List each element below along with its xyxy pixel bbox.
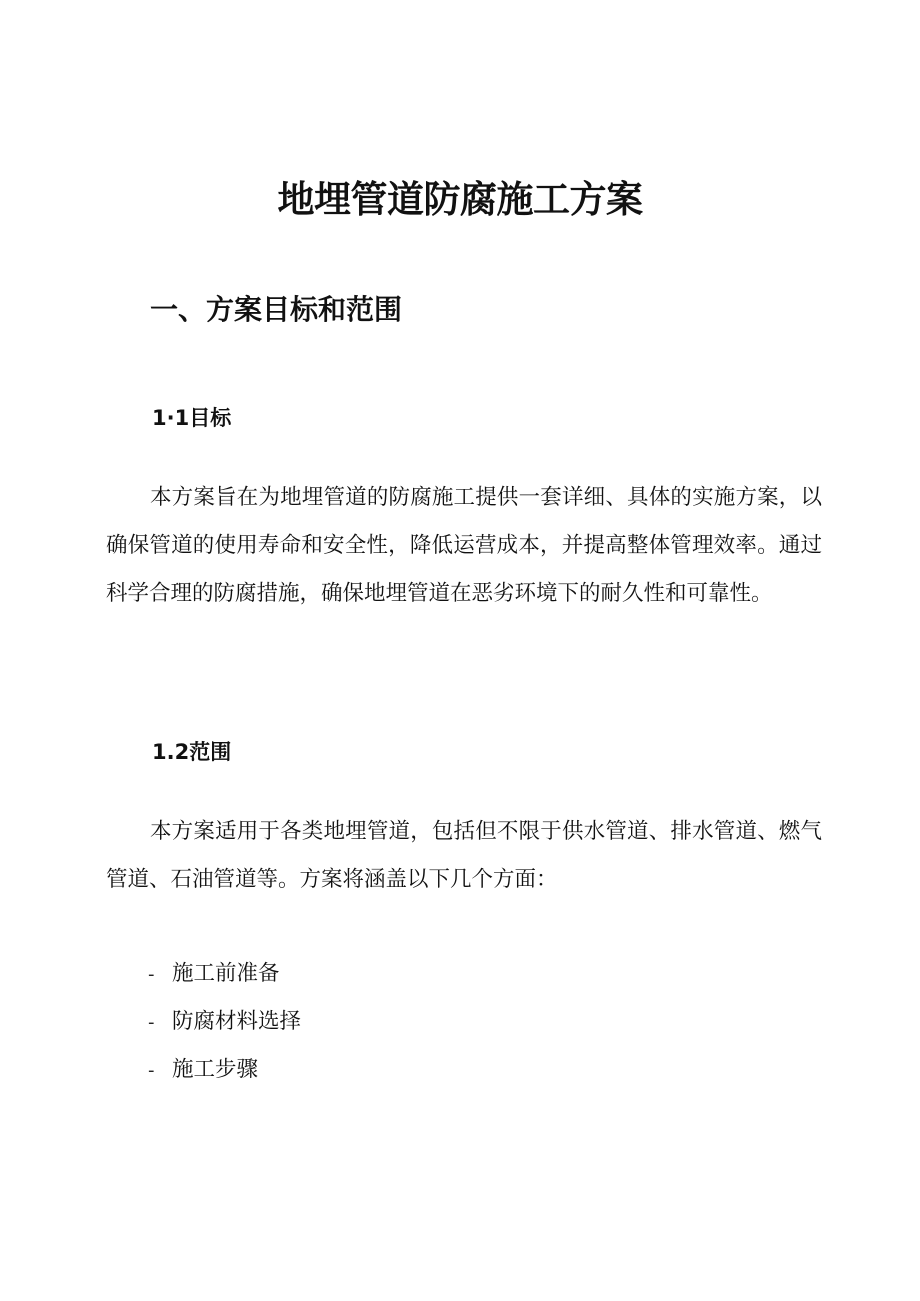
list-item bbox=[148, 998, 301, 1046]
goal-paragraph: 本方案旨在为地埋管道的防腐施工提供一套详细、具体的实施方案，以确保管道的使用寿命和安全性，降低运营成本，并提高整体管理效率。通过科学合理的防腐措施，确保地埋管道在恶劣环境下的耐久性和可靠性。 bbox=[106, 485, 822, 606]
list-item bbox=[148, 950, 301, 998]
list-item bbox=[148, 1046, 301, 1094]
list-item-text: 施工步骤 bbox=[172, 1057, 259, 1082]
section-heading: 一、方案目标和范围 bbox=[150, 293, 403, 326]
scope-list bbox=[148, 950, 301, 1094]
subsection-heading-scope: 1.2范围 bbox=[152, 740, 232, 764]
subsection-heading-goal: 1·1目标 bbox=[152, 406, 232, 430]
list-item-text: 防腐材料选择 bbox=[172, 1009, 302, 1034]
list-marker: - bbox=[148, 1012, 155, 1033]
list-marker: - bbox=[148, 1060, 155, 1081]
list-item-text: 施工前准备 bbox=[172, 961, 280, 986]
list-marker: - bbox=[148, 964, 155, 985]
document-title: 地埋管道防腐施工方案 bbox=[277, 178, 643, 221]
scope-paragraph: 本方案适用于各类地埋管道，包括但不限于供水管道、排水管道、燃气管道、石油管道等。方案将涵盖以下几个方面： bbox=[106, 819, 822, 892]
